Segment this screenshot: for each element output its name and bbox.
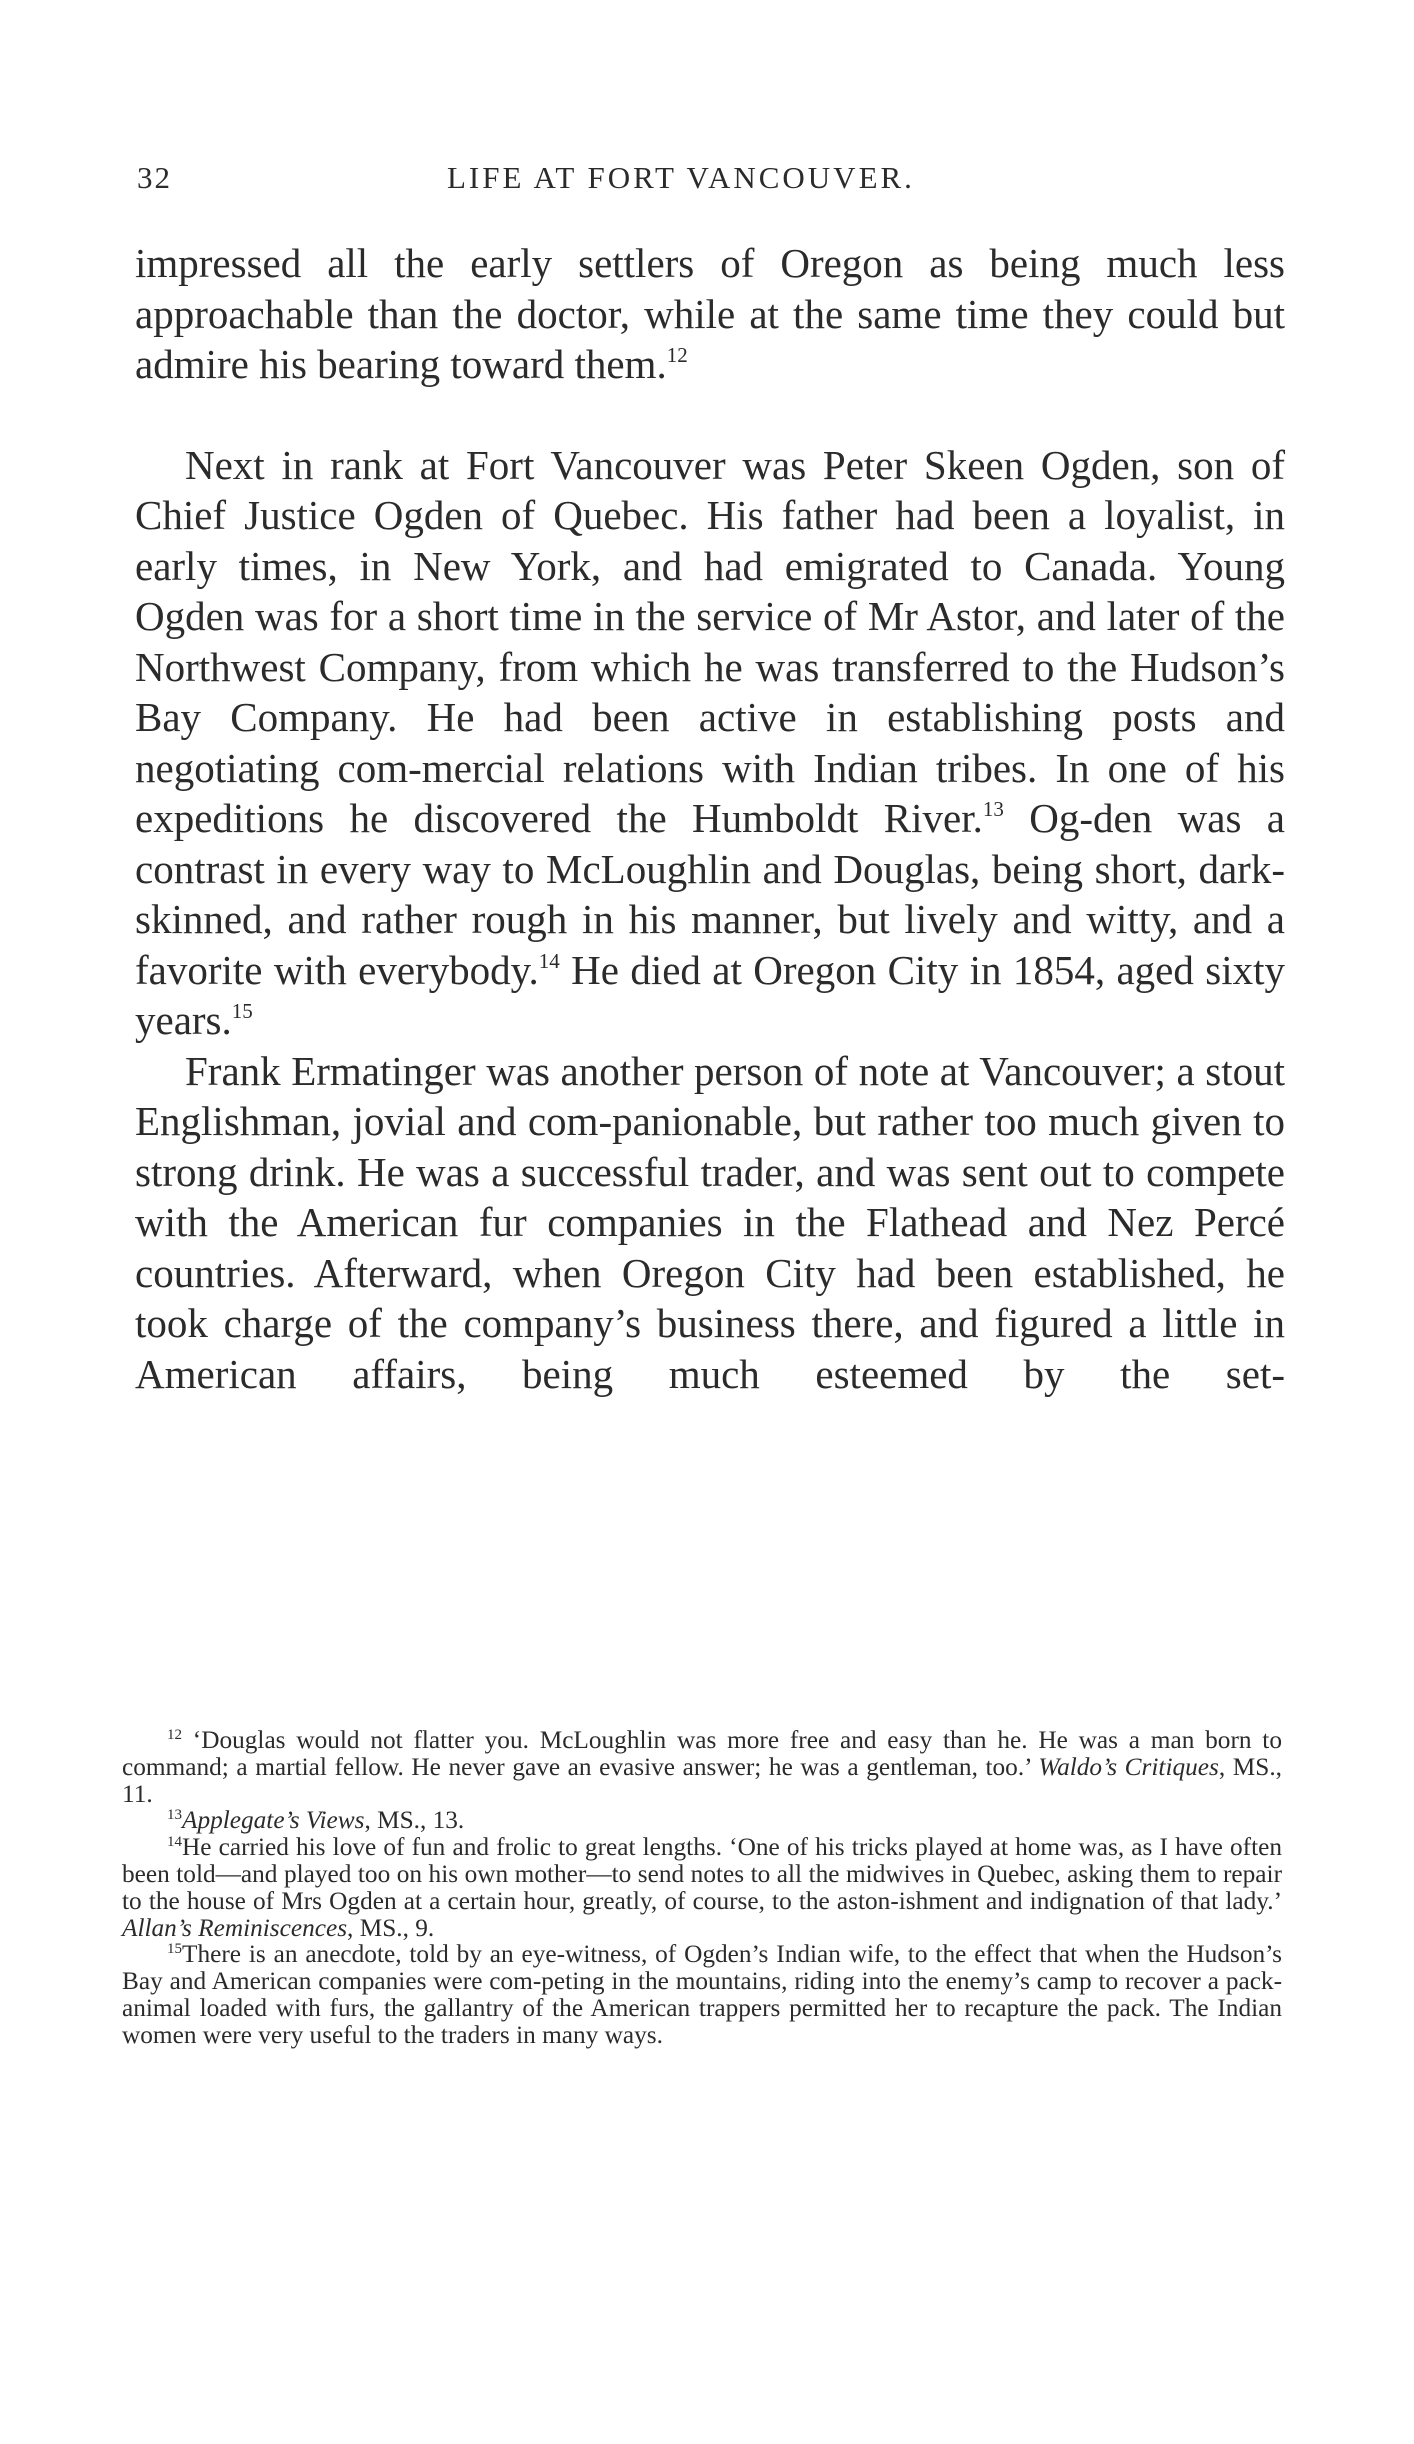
footnote-ref-13: 13 — [982, 797, 1004, 821]
footnote-12-tail: , MS., 11. — [122, 1752, 1283, 1808]
footnote-14 — [122, 1834, 1282, 1941]
footnote-ref-15: 15 — [231, 999, 253, 1023]
paragraph-3: Frank Ermatinger was another person of note at Vancouver; a stout Englishman, jovial and com-panionable, but rather too much given to strong drink. He was a successful trader, and was sent out to compete with the American fur companies in the Flathead and Nez Percé countries. Afterward, when Oregon City had been established, he took charge of the company’s business there, and figured a little in American affairs, being much esteemed by the set- — [135, 1047, 1285, 1397]
footnote-15-number: 15 — [167, 1941, 182, 1958]
footnotes — [122, 1727, 1282, 2049]
page-number: 32 — [137, 160, 172, 195]
footnote-ref-12: 12 — [666, 343, 688, 367]
footnote-12-text: ‘Douglas would not flatter you. McLoughlin was more free and easy than he. He was a man born to command; a martial fellow. He never gave an evasive answer; he was a gentleman, too.’ — [122, 1726, 1282, 1781]
footnote-13-tail: , MS., 13. — [364, 1806, 465, 1835]
running-title: LIFE AT FORT VANCOUVER. — [447, 160, 915, 195]
footnote-12-citation: Waldo’s Critiques — [1038, 1752, 1219, 1781]
footnote-12 — [122, 1727, 1282, 1807]
paragraph-1 — [135, 238, 1285, 390]
footnote-13-citation: Applegate’s Views — [182, 1806, 365, 1835]
paragraph-2 — [135, 440, 1285, 1046]
body-text — [135, 238, 1285, 1399]
footnote-12-number: 12 — [167, 1727, 182, 1743]
paragraph-2-sentence-1: Next in rank at Fort Vancouver was Peter Skeen Ogden, son of Chief Justice Ogden of Quebec. His father had been a loyalist, in early times, in New York, and had emigrated to Canada. Young Ogden was for a short time in the service of Mr Astor, and later of the Northwest Company, from which he was transferred to the Hudson’s Bay Company. He had been active in establishing posts and negotiating com-mercial relations with Indian tribes. In one of his expeditions he discovered the Humboldt River. — [135, 441, 1285, 841]
footnote-14-text: He carried his love of fun and frolic to great lengths. ‘One of his tricks played at home was, as I have often been told—and played too on his own mother—to send notes to all the midwives in Quebec, asking them to repair to the house of Mrs Ogden at a certain hour, greatly, of course, to the aston-ishment and indignation of that lady.’ — [122, 1833, 1282, 1915]
paragraph-2-sentence-2: Og-den was a contrast in every way to McLoughlin and Douglas, being short, dark-skinned, and rather rough in his manner, but lively and witty, and a favorite with everybody. — [135, 795, 1286, 993]
footnote-14-tail: , MS., 9. — [347, 1913, 435, 1942]
paragraph-1-text: impressed all the early settlers of Oregon as being much less approachable than the doctor, while at the same time they could but admire his bearing toward them. — [135, 240, 1285, 387]
footnote-15-text: There is an anecdote, told by an eye-witness, of Ogden’s Indian wife, to the effect that when the Hudson’s Bay and American companies were com-peting in the mountains, riding into the enemy’s camp to recover a pack-animal loaded with furs, the gallantry of the American trappers permitted her to recapture the pack. The Indian women were very useful to the traders in many ways. — [122, 1940, 1282, 2049]
footnote-13-number: 13 — [167, 1807, 182, 1824]
footnote-13 — [122, 1807, 1282, 1834]
footnote-14-number: 14 — [167, 1834, 182, 1851]
footnote-14-citation: Allan’s Reminiscences — [122, 1913, 348, 1942]
paragraph-gap — [135, 390, 1285, 440]
footnote-15 — [122, 1941, 1282, 2048]
footnote-ref-14: 14 — [538, 948, 560, 973]
running-head — [137, 160, 1287, 200]
paragraph-2-sentence-3: He died at Oregon City in 1854, aged sixty years. — [135, 946, 1285, 1043]
